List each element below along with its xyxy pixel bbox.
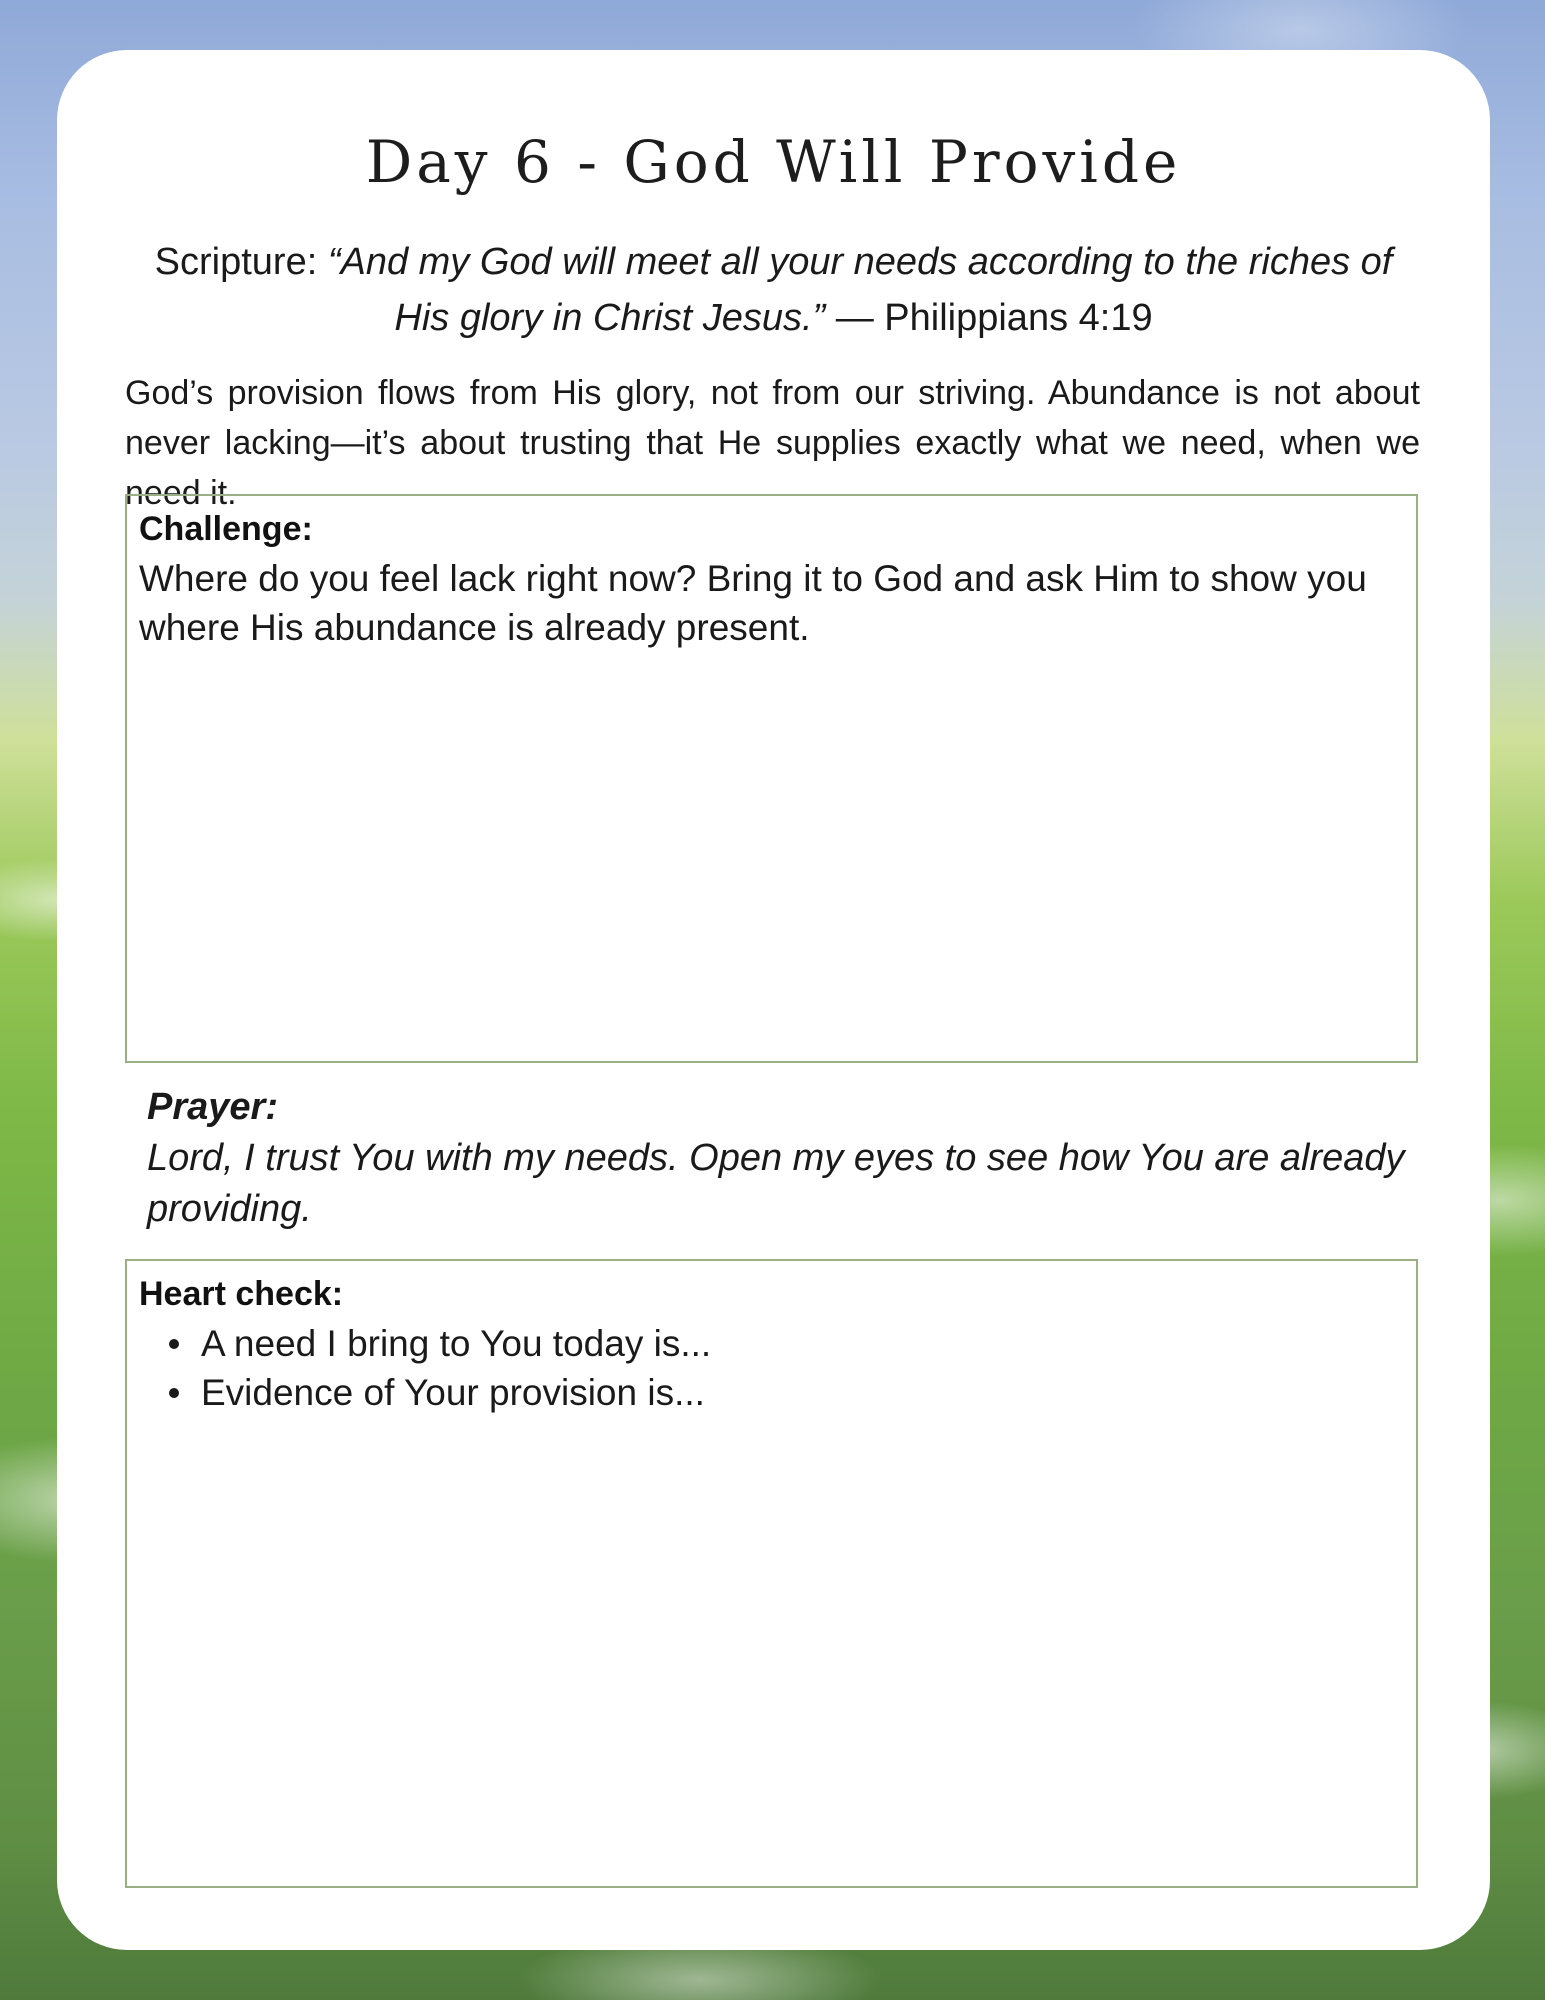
prayer-section (147, 1082, 1427, 1235)
heart-check-box[interactable] (125, 1259, 1418, 1888)
challenge-text: Where do you feel lack right now? Bring it to God and ask Him to show you where His abundance is already present. (139, 558, 1367, 648)
scripture-reference: — Philippians 4:19 (825, 297, 1153, 339)
heart-check-list (139, 1319, 711, 1417)
bullet-icon (169, 1339, 179, 1349)
prayer-text: Lord, I trust You with my needs. Open my eyes to see how You are already providing. (147, 1137, 1405, 1230)
intro-paragraph: God’s provision flows from His glory, not from our striving. Abundance is not about never lacking—it’s about trusting that He supplies exactly what we need, when we need it. (125, 374, 1420, 512)
scripture-label: Scripture: (154, 241, 328, 283)
challenge-box[interactable] (125, 494, 1418, 1063)
prayer-heading: Prayer: (147, 1086, 278, 1128)
list-item (139, 1368, 711, 1417)
worksheet-card (57, 50, 1490, 1950)
bullet-icon (169, 1388, 179, 1398)
list-item (139, 1319, 711, 1368)
heart-check-prompt: A need I bring to You today is... (201, 1323, 712, 1364)
heart-check-heading: Heart check: (139, 1275, 344, 1313)
challenge-heading: Challenge: (139, 510, 313, 548)
heart-check-prompt: Evidence of Your provision is... (201, 1372, 705, 1413)
scripture-quote: “And my God will meet all your needs according to the riches of His glory in Christ Jesus.” (327, 241, 1393, 339)
scripture-passage (147, 234, 1400, 346)
page-title: Day 6 - God Will Provide (365, 128, 1182, 196)
